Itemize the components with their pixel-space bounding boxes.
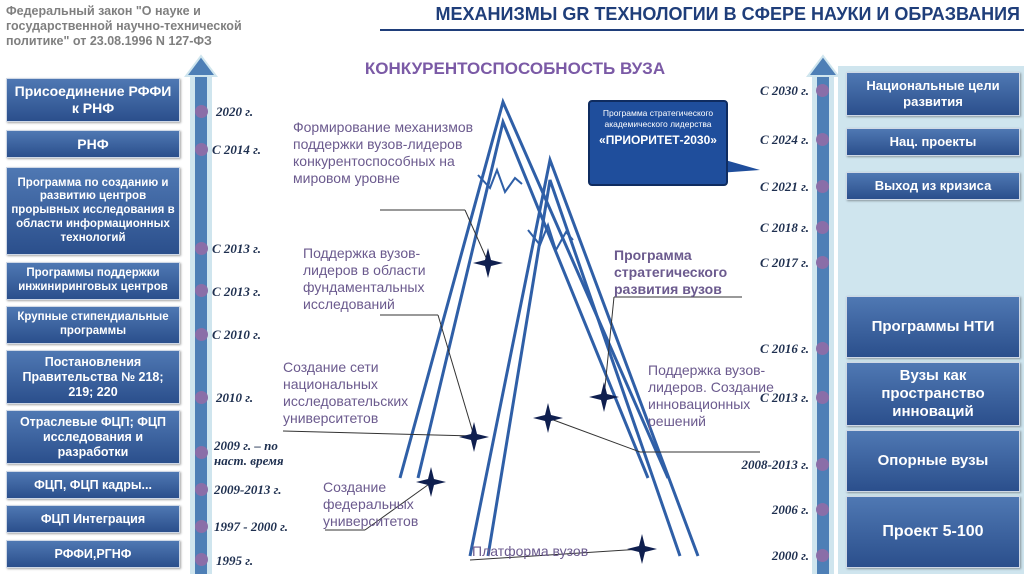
right-year-label: 2008-2013 г.: [741, 457, 809, 472]
left-btn-scholarships[interactable]: Крупные стипендиальные программы: [6, 306, 180, 344]
star-1: [473, 248, 503, 278]
left-dot: [195, 520, 208, 533]
right-year-label: 2006 г.: [771, 502, 809, 517]
left-dot: [195, 242, 208, 255]
desc-strategic-development-program: Программа стратегического развития вузов: [614, 247, 728, 297]
left-year-label: С 2014 г.: [212, 142, 262, 157]
left-year-label: 2009 г. – по наст. время: [214, 438, 284, 468]
callout-big-text: «ПРИОРИТЕТ-2030»: [599, 133, 717, 147]
left-year-label: 1995 г.: [216, 553, 254, 568]
left-year-label: С 2013 г.: [212, 284, 262, 299]
left-btn-it-centers[interactable]: Программа по созданию и развитию центров прорывных исследования в области информационных технологий: [6, 167, 180, 255]
left-year-label: 2010 г.: [216, 390, 254, 405]
right-dot: [816, 180, 829, 193]
left-timeline-arrow: [186, 56, 216, 574]
left-btn-rffi-rgnf[interactable]: РФФИ,РГНФ: [6, 540, 180, 568]
law-reference: Федеральный закон "О науке и государственной научно-технической политике" от 23.08.1996 N 127-ФЗ: [6, 4, 242, 48]
right-year-label: С 2016 г.: [759, 341, 809, 356]
desc-national-research-universities: Создание сети национальных исследовательских университетов: [283, 359, 409, 426]
right-btn-flagship-universities[interactable]: Опорные вузы: [846, 430, 1020, 492]
left-year-label: 2020 г.: [216, 104, 254, 119]
right-year-label: С 2018 г.: [759, 220, 809, 235]
priority-2030-callout: [588, 100, 728, 186]
right-dot: [816, 84, 829, 97]
right-btn-universities-innovation[interactable]: Вузы как пространство инноваций: [846, 362, 1020, 426]
left-btn-engineering-centers[interactable]: Программы поддержки инжиниринговых центров: [6, 262, 180, 300]
left-btn-fcp-integration[interactable]: ФЦП Интеграция: [6, 505, 180, 533]
right-dot: [816, 391, 829, 404]
left-btn-rnf[interactable]: РНФ: [6, 130, 180, 158]
right-dot: [816, 549, 829, 562]
left-year-label: 1997 - 2000 г.: [214, 519, 288, 534]
right-btn-project-5-100[interactable]: Проект 5-100: [846, 496, 1020, 568]
left-btn-fcp-research[interactable]: Отраслевые ФЦП; ФЦП исследования и разработки: [6, 410, 180, 464]
left-year-label: 2009-2013 г.: [214, 482, 282, 497]
left-dot: [195, 143, 208, 156]
right-year-label: С 2021 г.: [759, 179, 809, 194]
right-dot: [816, 256, 829, 269]
left-dot: [195, 446, 208, 459]
left-btn-fcp-staff[interactable]: ФЦП, ФЦП кадры...: [6, 471, 180, 499]
right-dot: [816, 133, 829, 146]
desc-innovative-solutions: Поддержка вузов-лидеров. Создание инновационных решений: [648, 362, 774, 429]
callout-small-text: Программа стратегического академического лидерства: [602, 108, 714, 129]
right-year-label: С 2030 г.: [759, 83, 809, 98]
right-dot: [816, 503, 829, 516]
right-year-label: С 2017 г.: [759, 255, 809, 270]
left-dot: [195, 483, 208, 496]
left-dot: [195, 328, 208, 341]
star-5: [533, 403, 563, 433]
star-4: [589, 382, 619, 412]
star-2: [459, 422, 489, 452]
left-dot: [195, 391, 208, 404]
desc-competitive-leaders: Формирование механизмов поддержки вузов-лидеров конкурентоспособных на мировом уровне: [293, 119, 474, 186]
left-btn-resolutions[interactable]: Постановления Правительства № 218; 219; 220: [6, 350, 180, 404]
right-btn-crisis-exit[interactable]: Выход из кризиса: [846, 172, 1020, 200]
left-dot: [195, 284, 208, 297]
left-year-label: С 2013 г.: [212, 241, 262, 256]
right-year-label: С 2024 г.: [759, 132, 809, 147]
left-dot: [195, 553, 208, 566]
star-6: [627, 534, 657, 564]
desc-fundamental-research: Поддержка вузов-лидеров в области фундаментальных исследований: [303, 245, 426, 312]
right-dot: [816, 221, 829, 234]
left-year-label: С 2010 г.: [212, 327, 262, 342]
right-dot: [816, 342, 829, 355]
right-dot: [816, 458, 829, 471]
left-dot: [195, 105, 208, 118]
page-title: МЕХАНИЗМЫ GR ТЕХНОЛОГИИ В СФЕРЕ НАУКИ И ОБРАЗВАНИЯ: [435, 4, 1020, 24]
right-btn-national-projects[interactable]: Нац. проекты: [846, 128, 1020, 156]
competitiveness-heading: КОНКУРЕНТОСПОСОБНОСТЬ ВУЗА: [364, 59, 666, 78]
desc-university-platform: Платформа вузов: [472, 543, 589, 559]
right-btn-national-goals[interactable]: Национальные цели развития: [846, 72, 1020, 116]
right-year-label: С 2013 г.: [759, 390, 809, 405]
desc-federal-universities: Создание федеральных университетов: [323, 479, 419, 529]
right-btn-nti-programs[interactable]: Программы НТИ: [846, 296, 1020, 358]
right-year-label: 2000 г.: [771, 548, 809, 563]
left-btn-rffi-rnf[interactable]: Присоединение РФФИ к РНФ: [6, 78, 180, 122]
